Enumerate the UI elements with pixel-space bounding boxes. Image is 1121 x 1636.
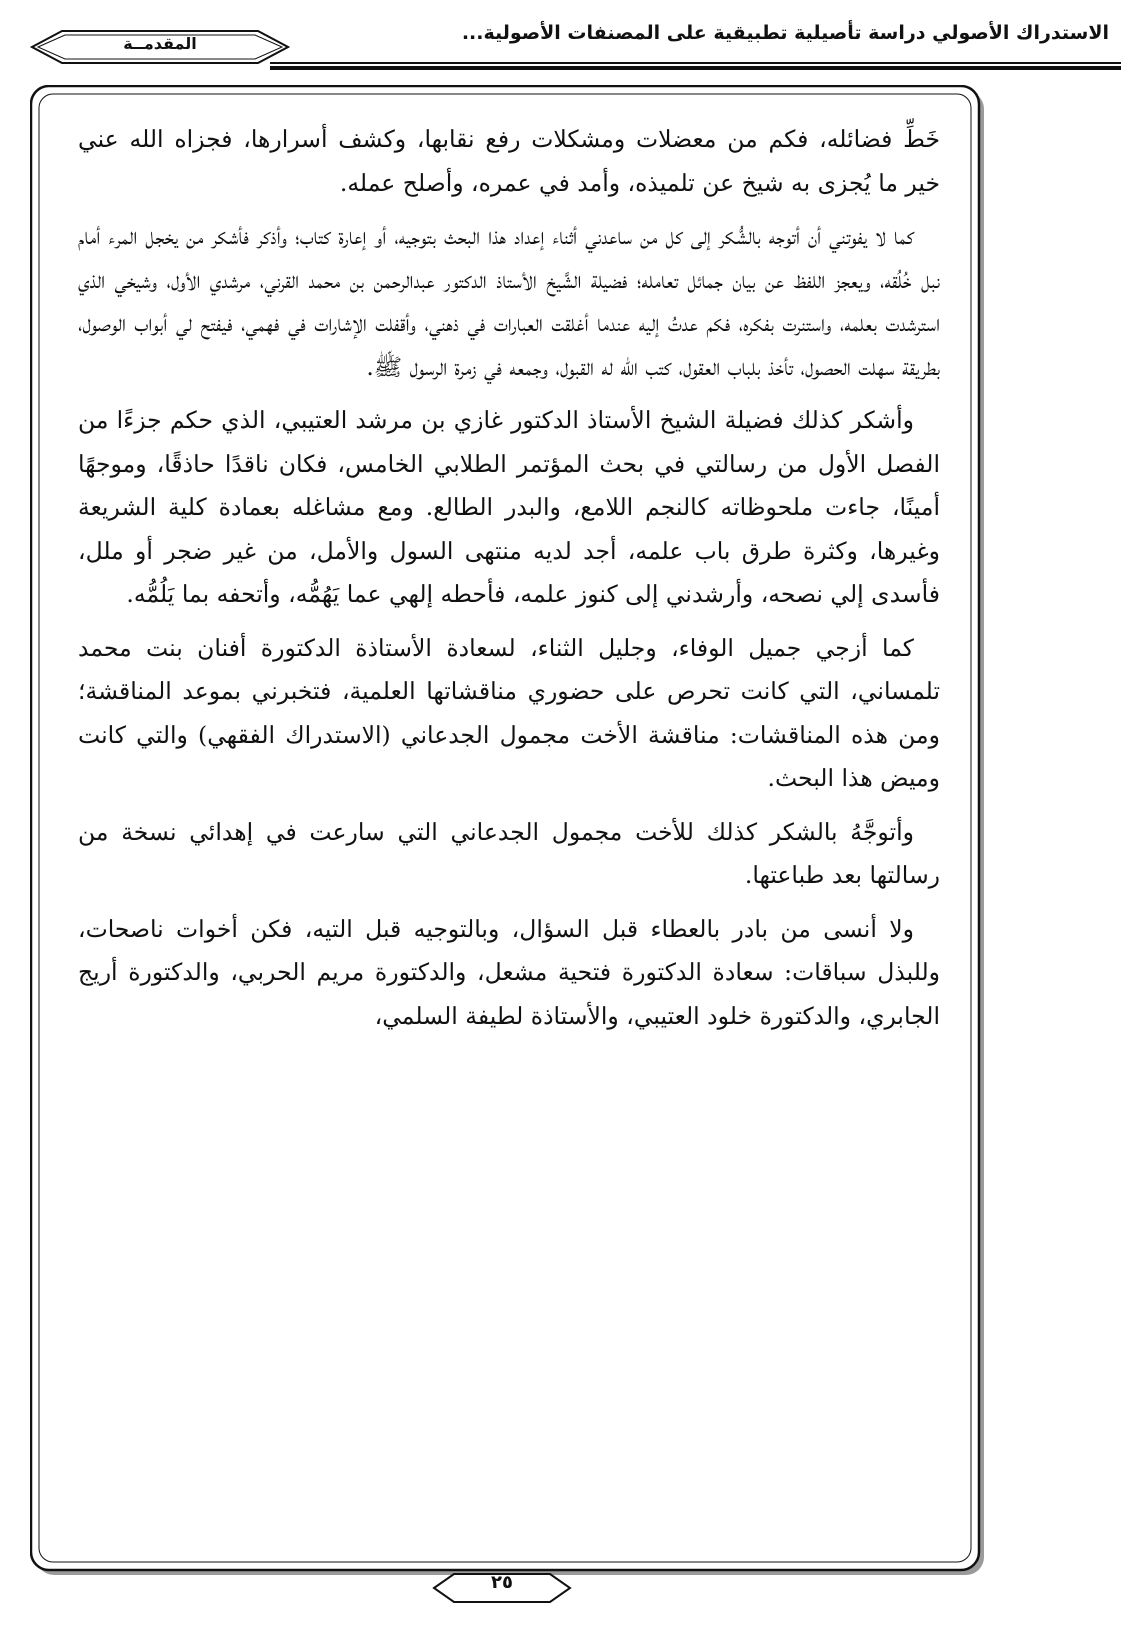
page-header bbox=[0, 0, 1121, 80]
book-title: الاستدراك الأصولي دراسة تأصيلية تطبيقية على المصنفات الأصولية... bbox=[461, 22, 1109, 44]
section-label: المقدمــة bbox=[123, 34, 197, 53]
page-number-badge bbox=[432, 1568, 572, 1608]
body-text bbox=[78, 118, 940, 1048]
paragraph-5: وأتوجَّهُ بالشكر كذلك للأخت مجمول الجدعاني التي سارعت في إهدائي نسخة من رسالتها بعد طباعتها. bbox=[78, 817, 940, 889]
paragraph-6: ولا أنسى من بادر بالعطاء قبل السؤال، وبالتوجيه قبل التيه، فكن أخوات ناصحات، وللبذل سباقات: سعادة الدكتورة فتحية مشعل، والدكتورة مريم الحربي، والدكتورة أريج الجابري، والدكتورة خلود العتيبي، والأستاذة لطيفة السلمي، bbox=[78, 914, 940, 1030]
header-rule bbox=[0, 60, 1121, 80]
page-number: ٢٥ bbox=[491, 1572, 513, 1593]
paragraph-4: كما أزجي جميل الوفاء، وجليل الثناء، لسعادة الأستاذة الدكتورة أفنان بنت محمد تلمساني، التي كانت تحرص على حضوري مناقشاتها العلمية، فتخبرني بموعد المناقشة؛ ومن هذه المناقشات: مناقشة الأخت مجمول الجدعاني (الاستدراك الفقهي) والتي كانت وميض هذا البحث. bbox=[78, 633, 940, 792]
paragraph-3: وأشكر كذلك فضيلة الشيخ الأستاذ الدكتور غازي بن مرشد العتيبي، الذي حكم جزءًا من الفصل الأول من رسالتي في بحث المؤتمر الطلابي الخامس، فكان ناقدًا حاذقًا، وموجهًا أمينًا، جاءت ملحوظاته كالنجم اللامع، والبدر الطالع. ومع مشاغله بعمادة كلية الشريعة وغيرها، وكثرة طرق باب علمه، أجد لديه منتهى السول والأمل، من غير ضجر أو ملل، فأسدى إلي نصحه، وأرشدني إلى كنوز علمه، فأحطه إلهي عما يَهُمُّه، وأتحفه بما يَلُمُّه. bbox=[78, 406, 940, 608]
paragraph-2: كما لا يفوتني أن أتوجه بالشُّكر إلى كل من ساعدني أثناء إعداد هذا البحث بتوجيه، أو إعارة كتاب؛ وأذكر فأشكر من يخجل المرء أمام نبل خُلُقه، ويعجز اللفظ عن بيان جمائل تعامله؛ فضيلة الشَّيخ الأستاذ الدكتور عبدالرحمن بن محمد القرني، مرشدي الأول، وشيخي الذي استرشدت بعلمه، واستنرت بفكره، فكم عدتُ إليه عندما أغلقت العبارات في ذهني، وأقفلت الإشارات في فهمي، فيفتح لي أبواب الوصول، بطريقة سهلت الحصول، تأخذ بلباب العقول، كتب الله له القبول، وجمعه في زمرة الرسول ﷺ. bbox=[78, 222, 940, 381]
paragraph-1: خَطِّ فضائله، فكم من معضلات ومشكلات رفع نقابها، وكشف أسرارها، فجزاه الله عني خير ما يُجزى به شيخ عن تلميذه، وأمد في عمره، وأصلح عمله. bbox=[78, 125, 940, 197]
